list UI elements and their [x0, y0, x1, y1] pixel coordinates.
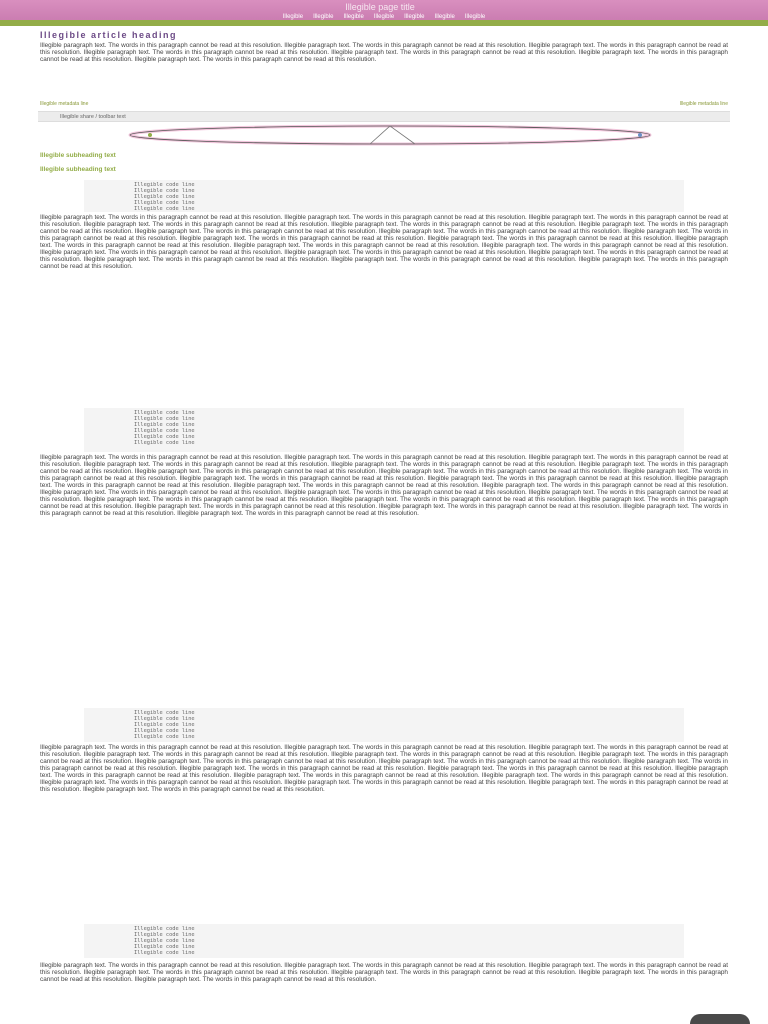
- diagram-node: [638, 133, 642, 137]
- diagram-spoke: [390, 126, 415, 144]
- nav-link[interactable]: Illegible: [343, 14, 364, 20]
- section-subheading: Illegible subheading text: [40, 166, 116, 173]
- nav-link[interactable]: Illegible: [404, 14, 425, 20]
- nav-link[interactable]: Illegible: [464, 14, 486, 20]
- body-paragraph: Illegible paragraph text. The words in this paragraph cannot be read at this resolution. Illegible paragraph text. The words in this paragraph cannot be read at this resolution. Illegible paragraph text. The words in this paragraph cannot be read at this resolution. Illegible paragraph text. The words in this paragraph cannot be read at this resolution. Illegible paragraph text. The words in this paragraph cannot be read at this resolution. Illegible paragraph text. The words in this paragraph cannot be read at this resolution. Illegible paragraph text. The words in this paragraph cannot be read at this resolution. Illegible paragraph text. The words in this paragraph cannot be read at this resolution. Illegible paragraph text. The words in this paragraph cannot be read at this resolution. Illegible paragraph text. The words in this paragraph cannot be read at this resolution. Illegible paragraph text. The words in this paragraph cannot be read at this resolution. Illegible paragraph text. The words in this paragraph cannot be read at this resolution. Illegible paragraph text. The words in this paragraph cannot be read at this resolution. Illegible paragraph text. The words in this paragraph cannot be read at this resolution. Illegible paragraph text. The words in this paragraph cannot be read at this resolution. Illegible paragraph text. The words in this paragraph cannot be read at this resolution. Illegible paragraph text. The words in this paragraph cannot be read at this resolution. Illegible paragraph text. The words in this paragraph cannot be read at this resolution.: [40, 744, 728, 793]
- article-meta: [40, 100, 728, 108]
- section-subheading: Illegible subheading text: [40, 152, 116, 159]
- diagram-spoke: [370, 126, 390, 144]
- body-paragraph: Illegible paragraph text. The words in this paragraph cannot be read at this resolution. Illegible paragraph text. The words in this paragraph cannot be read at this resolution. Illegible paragraph text. The words in this paragraph cannot be read at this resolution. Illegible paragraph text. The words in this paragraph cannot be read at this resolution. Illegible paragraph text. The words in this paragraph cannot be read at this resolution. Illegible paragraph text. The words in this paragraph cannot be read at this resolution. Illegible paragraph text. The words in this paragraph cannot be read at this resolution. Illegible paragraph text. The words in this paragraph cannot be read at this resolution. Illegible paragraph text. The words in this paragraph cannot be read at this resolution. Illegible paragraph text. The words in this paragraph cannot be read at this resolution. Illegible paragraph text. The words in this paragraph cannot be read at this resolution. Illegible paragraph text. The words in this paragraph cannot be read at this resolution. Illegible paragraph text. The words in this paragraph cannot be read at this resolution. Illegible paragraph text. The words in this paragraph cannot be read at this resolution. Illegible paragraph text. The words in this paragraph cannot be read at this resolution. Illegible paragraph text. The words in this paragraph cannot be read at this resolution. Illegible paragraph text. The words in this paragraph cannot be read at this resolution. Illegible paragraph text. The words in this paragraph cannot be read at this resolution. Illegible paragraph text. The words in this paragraph cannot be read at this resolution. Illegible paragraph text. The words in this paragraph cannot be read at this resolution.: [40, 214, 728, 270]
- diagram-image: [40, 123, 728, 149]
- body-paragraph: Illegible paragraph text. The words in this paragraph cannot be read at this resolution. Illegible paragraph text. The words in this paragraph cannot be read at this resolution. Illegible paragraph text. The words in this paragraph cannot be read at this resolution. Illegible paragraph text. The words in this paragraph cannot be read at this resolution. Illegible paragraph text. The words in this paragraph cannot be read at this resolution. Illegible paragraph text. The words in this paragraph cannot be read at this resolution. Illegible paragraph text. The words in this paragraph cannot be read at this resolution. Illegible paragraph text. The words in this paragraph cannot be read at this resolution. Illegible paragraph text. The words in this paragraph cannot be read at this resolution. Illegible paragraph text. The words in this paragraph cannot be read at this resolution. Illegible paragraph text. The words in this paragraph cannot be read at this resolution. Illegible paragraph text. The words in this paragraph cannot be read at this resolution. Illegible paragraph text. The words in this paragraph cannot be read at this resolution. Illegible paragraph text. The words in this paragraph cannot be read at this resolution. Illegible paragraph text. The words in this paragraph cannot be read at this resolution. Illegible paragraph text. The words in this paragraph cannot be read at this resolution. Illegible paragraph text. The words in this paragraph cannot be read at this resolution. Illegible paragraph text. The words in this paragraph cannot be read at this resolution. Illegible paragraph text. The words in this paragraph cannot be read at this resolution. Illegible paragraph text. The words in this paragraph cannot be read at this resolution. Illegible paragraph text. The words in this paragraph cannot be read at this resolution. Illegible paragraph text. The words in this paragraph cannot be read at this resolution. Illegible paragraph text. The words in this paragraph cannot be read at this resolution. Illegible paragraph text. The words in this paragraph cannot be read at this resolution.: [40, 454, 728, 517]
- body-paragraph: Illegible paragraph text. The words in this paragraph cannot be read at this resolution. Illegible paragraph text. The words in this paragraph cannot be read at this resolution. Illegible paragraph text. The words in this paragraph cannot be read at this resolution. Illegible paragraph text. The words in this paragraph cannot be read at this resolution. Illegible paragraph text. The words in this paragraph cannot be read at this resolution. Illegible paragraph text. The words in this paragraph cannot be read at this resolution. Illegible paragraph text. The words in this paragraph cannot be read at this resolution.: [40, 962, 728, 983]
- article-heading: Illegible article heading: [40, 30, 178, 40]
- site-title[interactable]: Illegible page title: [345, 2, 415, 12]
- diagram-node: [148, 133, 152, 137]
- nav-link[interactable]: Illegible: [373, 14, 395, 20]
- meta-left[interactable]: Illegible metadata line: [40, 101, 89, 107]
- intro-paragraph: Illegible paragraph text. The words in this paragraph cannot be read at this resolution. Illegible paragraph text. The words in this paragraph cannot be read at this resolution. Illegible paragraph text. The words in this paragraph cannot be read at this resolution. Illegible paragraph text. The words in this paragraph cannot be read at this resolution. Illegible paragraph text. The words in this paragraph cannot be read at this resolution. Illegible paragraph text. The words in this paragraph cannot be read at this resolution. Illegible paragraph text. The words in this paragraph cannot be read at this resolution.: [40, 42, 728, 63]
- share-bar[interactable]: Illegible share / toolbar text: [38, 111, 730, 122]
- nav-link[interactable]: Illegible: [282, 14, 304, 20]
- diagram-ring: [130, 126, 650, 144]
- code-block: Illegible code line Illegible code line Illegible code line Illegible code line Illegible code line: [84, 180, 684, 212]
- code-block: Illegible code line Illegible code line Illegible code line Illegible code line Illegible code line: [84, 708, 684, 742]
- floating-widget[interactable]: [690, 1014, 750, 1024]
- accent-bar: [0, 20, 768, 26]
- meta-right[interactable]: Illegible metadata line: [679, 101, 728, 107]
- nav-link[interactable]: Illegible: [313, 14, 334, 20]
- code-block: Illegible code line Illegible code line Illegible code line Illegible code line Illegible code line Illegible code line: [84, 408, 684, 452]
- nav-link[interactable]: Illegible: [434, 14, 455, 20]
- code-block: Illegible code line Illegible code line Illegible code line Illegible code line Illegible code line: [84, 924, 684, 958]
